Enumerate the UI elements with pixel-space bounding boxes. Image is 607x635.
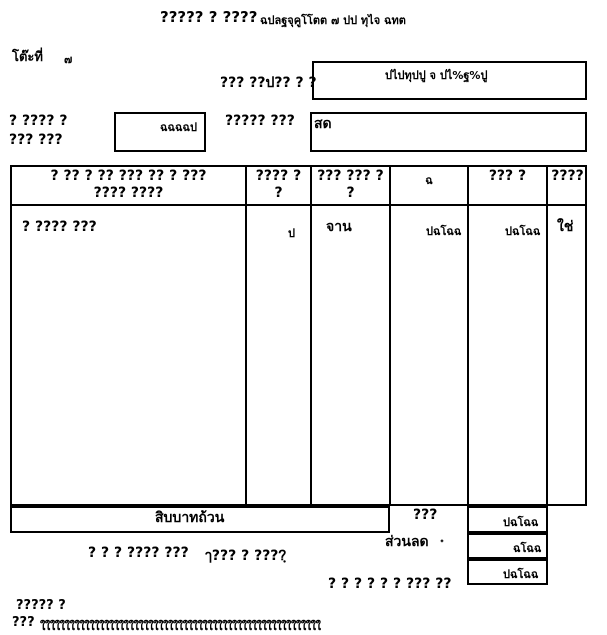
col-divider-3	[389, 165, 391, 506]
discount-value: ฉโฉฉ	[513, 542, 542, 555]
col-header-amount: ??? ?	[488, 168, 527, 184]
col-header-unit-line2: ?	[346, 185, 355, 201]
payment-box	[310, 112, 587, 152]
col-header-item-line2: ???? ????	[93, 185, 164, 201]
col-divider-4	[467, 165, 469, 531]
col-header-qty	[247, 168, 310, 202]
date-label-line2: ??? ???	[9, 132, 63, 148]
items-header-divider	[10, 204, 587, 206]
footer-line2: ใใใใใใใใใใใใใใใใใใใใใใใใใใใใใใใใใใใใใใใใใใใใใใใใใใใใใใใใใ	[40, 620, 321, 633]
col-header-item	[12, 168, 245, 202]
item-price: ปฉโฉฉ	[426, 225, 462, 238]
date-value: ฉฉฉฉป	[160, 121, 197, 134]
item-name: ? ???? ???	[22, 219, 97, 235]
discount-label: ส่วนลด	[385, 534, 429, 550]
col-divider-1	[245, 165, 247, 506]
col-header-unit	[312, 168, 389, 202]
subtotal-value: ปฉโฉฉ	[503, 516, 539, 529]
amount-words: สิบบาทถ้วน	[155, 510, 225, 526]
vat-note: ? ? ? ???? ???	[88, 545, 189, 561]
item-unit: จาน	[326, 219, 352, 235]
bill-no-label: ??? ??ป?? ? ?	[220, 75, 317, 91]
receipt-title: ????? ? ????	[160, 8, 258, 26]
col-header-qty-line1: ???? ?	[255, 168, 302, 184]
col-header-qty-line2: ?	[274, 185, 283, 201]
col-divider-5	[546, 165, 548, 506]
col-header-vat: ????	[551, 168, 584, 184]
footer-line1: ????? ?	[16, 598, 66, 613]
payment-value: สด	[314, 116, 332, 132]
col-header-price: ฉ	[425, 174, 433, 187]
bill-no-value: ปไปทุปปู จ ปไ%ฐ%ปู	[385, 69, 488, 82]
item-qty: ป	[288, 227, 295, 240]
col-divider-2	[310, 165, 312, 506]
net-total-label: ? ? ? ? ? ? ??? ??	[328, 576, 452, 592]
date-label-line1: ? ???? ?	[9, 113, 68, 129]
col-header-item-line1: ? ?? ? ?? ??? ?? ? ???	[50, 168, 207, 184]
vat-note-suffix: ๅ??? ? ????ฺ	[205, 548, 287, 564]
grand-total-value: ปฉโฉฉ	[503, 568, 539, 581]
items-table	[10, 165, 587, 506]
col-header-unit-line1: ??? ??? ?	[317, 168, 384, 184]
shop-info: ฉปลฐจุคูโโตต ๗ ปป ทุไจ ฉทต	[260, 14, 406, 27]
subtotal-label: ???	[413, 507, 438, 523]
footer-line2-prefix: ???	[12, 615, 35, 630]
payment-label: ????? ???	[225, 113, 295, 129]
table-no-value: ๗	[64, 53, 73, 66]
item-vat: ใช่	[557, 219, 574, 235]
table-no-label: โต๊ะที่	[12, 50, 43, 65]
item-amount: ปฉโฉฉ	[505, 225, 541, 238]
